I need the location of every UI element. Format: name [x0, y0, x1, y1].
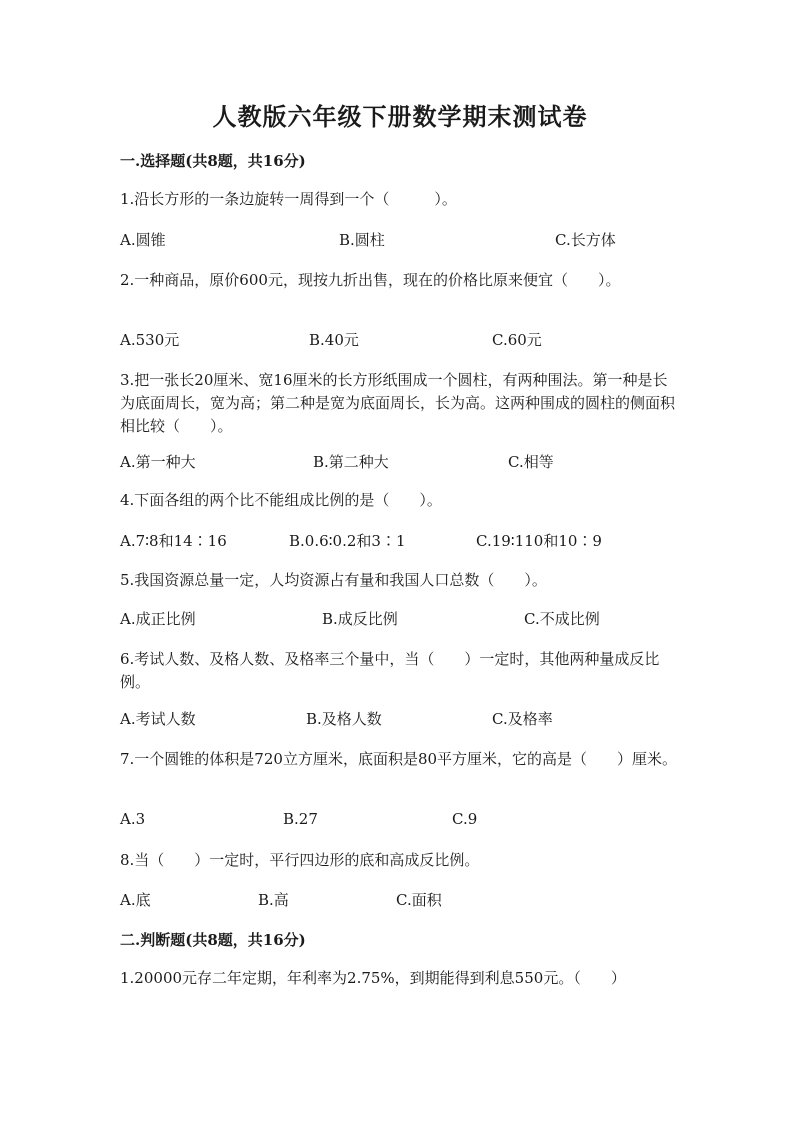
q7-option-a: A.3 — [120, 810, 146, 828]
section-heading-judgement: 二.判断题(共8题，共16分) — [120, 931, 306, 949]
q4-option-a: A.7∶8和14∶16 — [120, 532, 227, 550]
judgement-1: 1.20000元存二年定期，年利率为2.75%，到期能得到利息550元。（ ） — [120, 969, 626, 987]
q6-option-b: B.及格人数 — [306, 710, 382, 728]
question-8: 8.当（ ）一定时，平行四边形的底和高成反比例。 — [120, 851, 480, 869]
q3-option-b: B.第二种大 — [313, 453, 389, 471]
q1-option-a: A.圆锥 — [120, 231, 166, 249]
question-6: 6.考试人数、及格人数、及格率三个量中，当（ ）一定时，其他两种量成反比例。 — [120, 650, 660, 691]
question-5: 5.我国资源总量一定，人均资源占有量和我国人口总数（ ）。 — [120, 571, 547, 589]
q5-option-c: C.不成比例 — [524, 610, 600, 628]
q4-option-b: B.0.6∶0.2和3∶1 — [289, 532, 406, 550]
page-title: 人教版六年级下册数学期末测试卷 — [212, 102, 588, 131]
q4-option-c: C.19∶110和10∶9 — [476, 532, 602, 550]
q3-option-c: C.相等 — [508, 453, 554, 471]
section-heading-choice: 一.选择题(共8题，共16分) — [120, 152, 306, 170]
q8-option-c: C.面积 — [396, 891, 442, 909]
question-7: 7.一个圆锥的体积是720立方厘米，底面积是80平方厘米，它的高是（ ）厘米。 — [120, 750, 678, 768]
q1-option-b: B.圆柱 — [339, 231, 385, 249]
q5-option-a: A.成正比例 — [120, 610, 196, 628]
q6-option-a: A.考试人数 — [120, 710, 196, 728]
question-4: 4.下面各组的两个比不能组成比例的是（ ）。 — [120, 491, 442, 509]
q8-option-a: A.底 — [120, 891, 151, 909]
q7-option-b: B.27 — [283, 810, 318, 828]
question-2: 2.一种商品，原价600元，现按九折出售，现在的价格比原来便宜（ ）。 — [120, 271, 621, 289]
q3-option-a: A.第一种大 — [120, 453, 196, 471]
q1-option-c: C.长方体 — [555, 231, 616, 249]
q7-option-c: C.9 — [452, 810, 478, 828]
q2-option-b: B.40元 — [309, 331, 359, 349]
q8-option-b: B.高 — [258, 891, 289, 909]
q6-option-c: C.及格率 — [492, 710, 553, 728]
q5-option-b: B.成反比例 — [322, 610, 398, 628]
question-3: 3.把一张长20厘米、宽16厘米的长方形纸围成一个圆柱，有两种围法。第一种是长为底面周长，宽为高；第二种是宽为底面周长，长为高。这两种围成的圆柱的侧面积相比较（ ）。 — [120, 371, 676, 435]
q2-option-a: A.530元 — [120, 331, 180, 349]
q2-option-c: C.60元 — [492, 331, 542, 349]
question-1: 1.沿长方形的一条边旋转一周得到一个（ ）。 — [120, 190, 457, 208]
